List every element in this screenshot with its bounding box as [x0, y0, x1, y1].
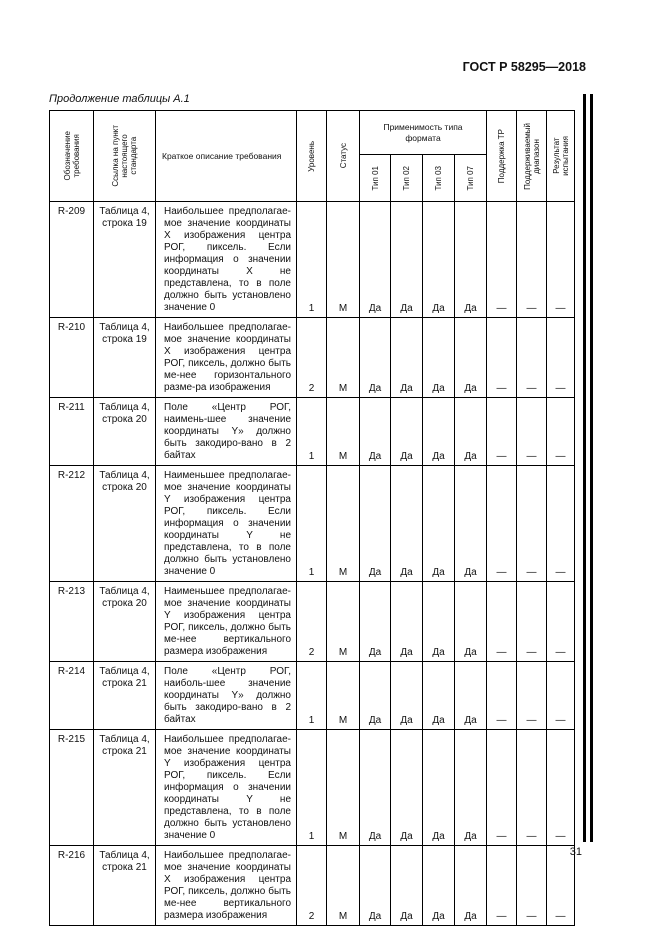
level-value: 2: [297, 846, 327, 926]
requirement-description: Наименьшее предполагае-мое значение координаты Y изображения центра РОГ, пиксель. Если информация о значении координаты Y не представлена, то в поле должно быть установлено значение 0: [156, 466, 297, 582]
standard-reference: [94, 582, 156, 662]
type-03-value: Да: [423, 466, 455, 582]
tr-support-value: —: [487, 582, 517, 662]
type-07-value: Да: [455, 318, 487, 398]
reference-line: Таблица 4,: [99, 322, 150, 333]
level-value: 1: [297, 466, 327, 582]
col-range-header: Поддерживаемый диапазон: [517, 111, 547, 202]
type-02-value: Да: [391, 582, 423, 662]
table-row: [50, 202, 575, 318]
right-margin-bar-outer: [590, 94, 593, 842]
table-row: [50, 730, 575, 846]
type-02-value: Да: [391, 398, 423, 466]
tr-support-value: —: [487, 730, 517, 846]
table-row: [50, 318, 575, 398]
requirement-code: R-214: [50, 662, 94, 730]
type-03-value: Да: [423, 846, 455, 926]
type-01-value: Да: [360, 466, 391, 582]
col-applicability-header: Применимость типа формата: [360, 111, 487, 155]
reference-line: Таблица 4,: [99, 586, 150, 597]
requirement-description: Поле «Центр РОГ, наиболь-шее значение координаты Y» должно быть закодиро-вано в 2 байтах: [156, 662, 297, 730]
table-row: [50, 662, 575, 730]
tr-support-value: —: [487, 466, 517, 582]
type-07-value: Да: [455, 466, 487, 582]
result-value: —: [547, 846, 575, 926]
result-value: —: [547, 318, 575, 398]
result-value: —: [547, 202, 575, 318]
reference-line: строка 19: [102, 218, 147, 229]
tr-support-value: —: [487, 318, 517, 398]
standard-reference: [94, 846, 156, 926]
reference-line: строка 21: [102, 678, 147, 689]
requirement-description: Наибольшее предполагае-мое значение координаты X изображения центра РОГ, пиксель. Если информация о значении координаты X не представлена, то в поле должно быть установлено значение 0: [156, 202, 297, 318]
result-value: —: [547, 582, 575, 662]
reference-line: Таблица 4,: [99, 666, 150, 677]
level-value: 1: [297, 662, 327, 730]
type-07-value: Да: [455, 398, 487, 466]
result-value: —: [547, 662, 575, 730]
type-03-value: Да: [423, 730, 455, 846]
requirement-code: R-210: [50, 318, 94, 398]
level-value: 2: [297, 582, 327, 662]
table-row: [50, 466, 575, 582]
standard-reference: [94, 730, 156, 846]
col-reference-header: Ссылка на пункт настоящего стандарта: [94, 111, 156, 202]
standard-reference: [94, 202, 156, 318]
status-value: М: [327, 318, 360, 398]
standard-reference: [94, 662, 156, 730]
type-01-value: Да: [360, 730, 391, 846]
range-value: —: [517, 846, 547, 926]
col-code-header: Обозначение требования: [50, 111, 94, 202]
range-value: —: [517, 582, 547, 662]
reference-line: Таблица 4,: [99, 470, 150, 481]
range-value: —: [517, 398, 547, 466]
col-type-02-header: Тип 02: [391, 155, 423, 202]
type-07-value: Да: [455, 202, 487, 318]
level-value: 2: [297, 318, 327, 398]
table-body: [50, 202, 575, 926]
type-01-value: Да: [360, 662, 391, 730]
type-03-value: Да: [423, 398, 455, 466]
requirement-code: R-212: [50, 466, 94, 582]
tr-support-value: —: [487, 846, 517, 926]
range-value: —: [517, 202, 547, 318]
table-row: [50, 398, 575, 466]
col-type-03-header: Тип 03: [423, 155, 455, 202]
type-01-value: Да: [360, 398, 391, 466]
level-value: 1: [297, 398, 327, 466]
type-07-value: Да: [455, 662, 487, 730]
right-margin-bar: [583, 94, 586, 842]
table-header: [50, 111, 575, 202]
reference-line: строка 21: [102, 746, 147, 757]
reference-line: Таблица 4,: [99, 850, 150, 861]
range-value: —: [517, 318, 547, 398]
type-01-value: Да: [360, 846, 391, 926]
type-02-value: Да: [391, 662, 423, 730]
type-07-value: Да: [455, 730, 487, 846]
standard-number: ГОСТ Р 58295—2018: [462, 60, 586, 74]
requirement-description: Наибольшее предполагае-мое значение координаты X изображения центра РОГ, пиксель, должно быть ме-нее горизонтального разме-ра изображения: [156, 318, 297, 398]
result-value: —: [547, 730, 575, 846]
requirement-code: R-213: [50, 582, 94, 662]
type-02-value: Да: [391, 202, 423, 318]
col-result-header: Результат испытания: [547, 111, 575, 202]
reference-line: Таблица 4,: [99, 402, 150, 413]
type-03-value: Да: [423, 662, 455, 730]
col-tr-support-header: Поддержка ТР: [487, 111, 517, 202]
requirement-code: R-209: [50, 202, 94, 318]
range-value: —: [517, 730, 547, 846]
standard-reference: [94, 318, 156, 398]
range-value: —: [517, 662, 547, 730]
tr-support-value: —: [487, 662, 517, 730]
reference-line: Таблица 4,: [99, 206, 150, 217]
range-value: —: [517, 466, 547, 582]
requirement-description: Поле «Центр РОГ, наимень-шее значение координаты Y» должно быть закодиро-вано в 2 байтах: [156, 398, 297, 466]
status-value: М: [327, 466, 360, 582]
requirement-description: Наименьшее предполагае-мое значение координаты Y изображения центра РОГ, пиксель, должно быть ме-нее вертикального размера изображения: [156, 582, 297, 662]
col-description-header: Краткое описание требования: [156, 111, 297, 202]
type-01-value: Да: [360, 202, 391, 318]
type-03-value: Да: [423, 582, 455, 662]
table-row: [50, 582, 575, 662]
status-value: М: [327, 730, 360, 846]
col-status-header: Статус: [327, 111, 360, 202]
requirement-code: R-215: [50, 730, 94, 846]
standard-reference: [94, 466, 156, 582]
type-02-value: Да: [391, 846, 423, 926]
requirement-code: R-216: [50, 846, 94, 926]
table-continuation-caption: Продолжение таблицы А.1: [49, 93, 190, 105]
status-value: М: [327, 398, 360, 466]
tr-support-value: —: [487, 202, 517, 318]
reference-line: строка 21: [102, 862, 147, 873]
table-row: [50, 846, 575, 926]
status-value: М: [327, 202, 360, 318]
type-07-value: Да: [455, 846, 487, 926]
tr-support-value: —: [487, 398, 517, 466]
col-type-07-header: Тип 07: [455, 155, 487, 202]
type-07-value: Да: [455, 582, 487, 662]
result-value: —: [547, 466, 575, 582]
reference-line: Таблица 4,: [99, 734, 150, 745]
type-02-value: Да: [391, 318, 423, 398]
reference-line: строка 20: [102, 482, 147, 493]
status-value: М: [327, 846, 360, 926]
requirements-table: [49, 110, 575, 926]
type-01-value: Да: [360, 582, 391, 662]
level-value: 1: [297, 730, 327, 846]
type-03-value: Да: [423, 202, 455, 318]
requirement-code: R-211: [50, 398, 94, 466]
status-value: М: [327, 582, 360, 662]
standard-reference: [94, 398, 156, 466]
col-type-01-header: Тип 01: [360, 155, 391, 202]
reference-line: строка 20: [102, 414, 147, 425]
status-value: М: [327, 662, 360, 730]
page-number: 31: [569, 846, 582, 858]
requirement-description: Наибольшее предполагае-мое значение координаты X изображения центра РОГ, пиксель, должно быть ме-нее вертикального размера изображения: [156, 846, 297, 926]
reference-line: строка 19: [102, 334, 147, 345]
level-value: 1: [297, 202, 327, 318]
type-01-value: Да: [360, 318, 391, 398]
result-value: —: [547, 398, 575, 466]
type-02-value: Да: [391, 730, 423, 846]
col-level-header: Уровень: [297, 111, 327, 202]
type-03-value: Да: [423, 318, 455, 398]
reference-line: строка 20: [102, 598, 147, 609]
requirement-description: Наибольшее предполагае-мое значение координаты Y изображения центра РОГ, пиксель. Если информация о значении координаты Y не представлена, то в поле должно быть установлено значение 0: [156, 730, 297, 846]
type-02-value: Да: [391, 466, 423, 582]
